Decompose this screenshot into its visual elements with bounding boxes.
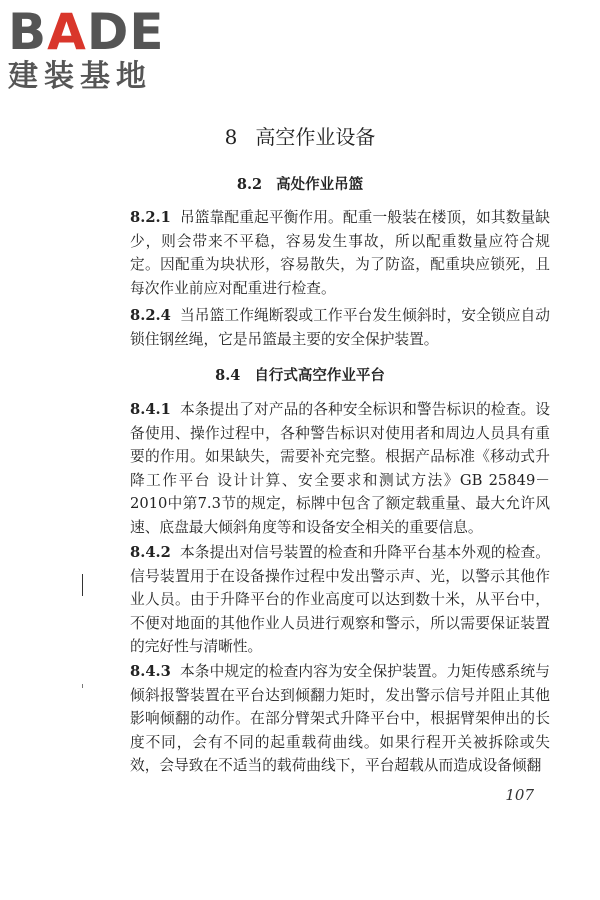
clause-paragraph bbox=[130, 541, 550, 659]
section-title: 高处作业吊篮 bbox=[276, 176, 364, 193]
section-heading bbox=[0, 366, 600, 386]
clause-paragraph bbox=[130, 398, 550, 539]
clause-number: 8.2.4 bbox=[130, 307, 171, 324]
page-number: 107 bbox=[505, 786, 534, 804]
logo-subtitle: 建装基地 bbox=[8, 59, 152, 94]
logo-letter-b: B bbox=[8, 3, 48, 61]
logo-wordmark bbox=[8, 3, 183, 61]
clause-text: 本条提出对信号装置的检查和升降平台基本外观的检查。信号装置用于在设备操作过程中发出警示声、光，以警示其他作业人员。由于升降平台的作业高度可以达到数十米，从平台中，不便对地面的其他作业人员进行观察和警示，所以需要保证装置的完好性与清晰性。 bbox=[130, 544, 550, 655]
logo-letters-de: DE bbox=[86, 3, 165, 61]
section-heading bbox=[0, 175, 600, 195]
clause-text: 当吊篮工作绳断裂或工作平台发生倾斜时，安全锁应自动锁住钢丝绳，它是吊篮最主要的安全保护装置。 bbox=[130, 307, 550, 348]
clause-number: 8.4.1 bbox=[130, 401, 171, 418]
clause-number: 8.2.1 bbox=[130, 209, 171, 226]
brand-logo bbox=[8, 3, 183, 94]
section-title: 自行式高空作业平台 bbox=[254, 367, 385, 384]
section-number: 8.2 bbox=[236, 176, 263, 193]
clause-paragraph bbox=[130, 660, 550, 778]
chapter-number: 8 bbox=[224, 125, 238, 149]
clause-text: 吊篮靠配重起平衡作用。配重一般装在楼顶，如其数量缺少，则会带来不平稳，容易发生事故，所以配重数量应符合规定。因配重为块状形，容易散失，为了防盗，配重块应锁死，且每次作业前应对配重进行检查。 bbox=[130, 209, 550, 297]
clause-text: 本条提出了对产品的各种安全标识和警告标识的检查。设备使用、操作过程中，各种警告标识对使用者和周边人员具有重要的作用。如果缺失，需要补充完整。根据产品标准《移动式升降工作平台 设计计算、安全要求和测试方法》GB 25849－2010中第7.3节的规定，标牌中包含了额定载重量、最大允许风速、底盘最大倾斜角度等和设备安全相关的重要信息。 bbox=[130, 401, 550, 536]
logo-letter-a-accent: A bbox=[47, 3, 87, 61]
section-number: 8.4 bbox=[215, 367, 241, 384]
margin-mark bbox=[82, 574, 83, 596]
chapter-heading bbox=[0, 124, 600, 150]
margin-dot bbox=[82, 684, 83, 688]
clause-number: 8.4.3 bbox=[130, 663, 171, 680]
clause-text: 本条中规定的检查内容为安全保护装置。力矩传感系统与倾斜报警装置在平台达到倾翻力矩时，发出警示信号并阻止其他影响倾翻的动作。在部分臂架式升降平台中，根据臂架伸出的长度不同，会有不同的起重载荷曲线。如果行程开关被拆除或失效，会导致在不适当的载荷曲线下，平台超载从而造成设备倾翻 bbox=[130, 663, 550, 774]
chapter-title: 高空作业设备 bbox=[255, 125, 376, 149]
clause-paragraph bbox=[130, 206, 550, 300]
clause-number: 8.4.2 bbox=[130, 544, 171, 561]
clause-paragraph bbox=[130, 304, 550, 351]
